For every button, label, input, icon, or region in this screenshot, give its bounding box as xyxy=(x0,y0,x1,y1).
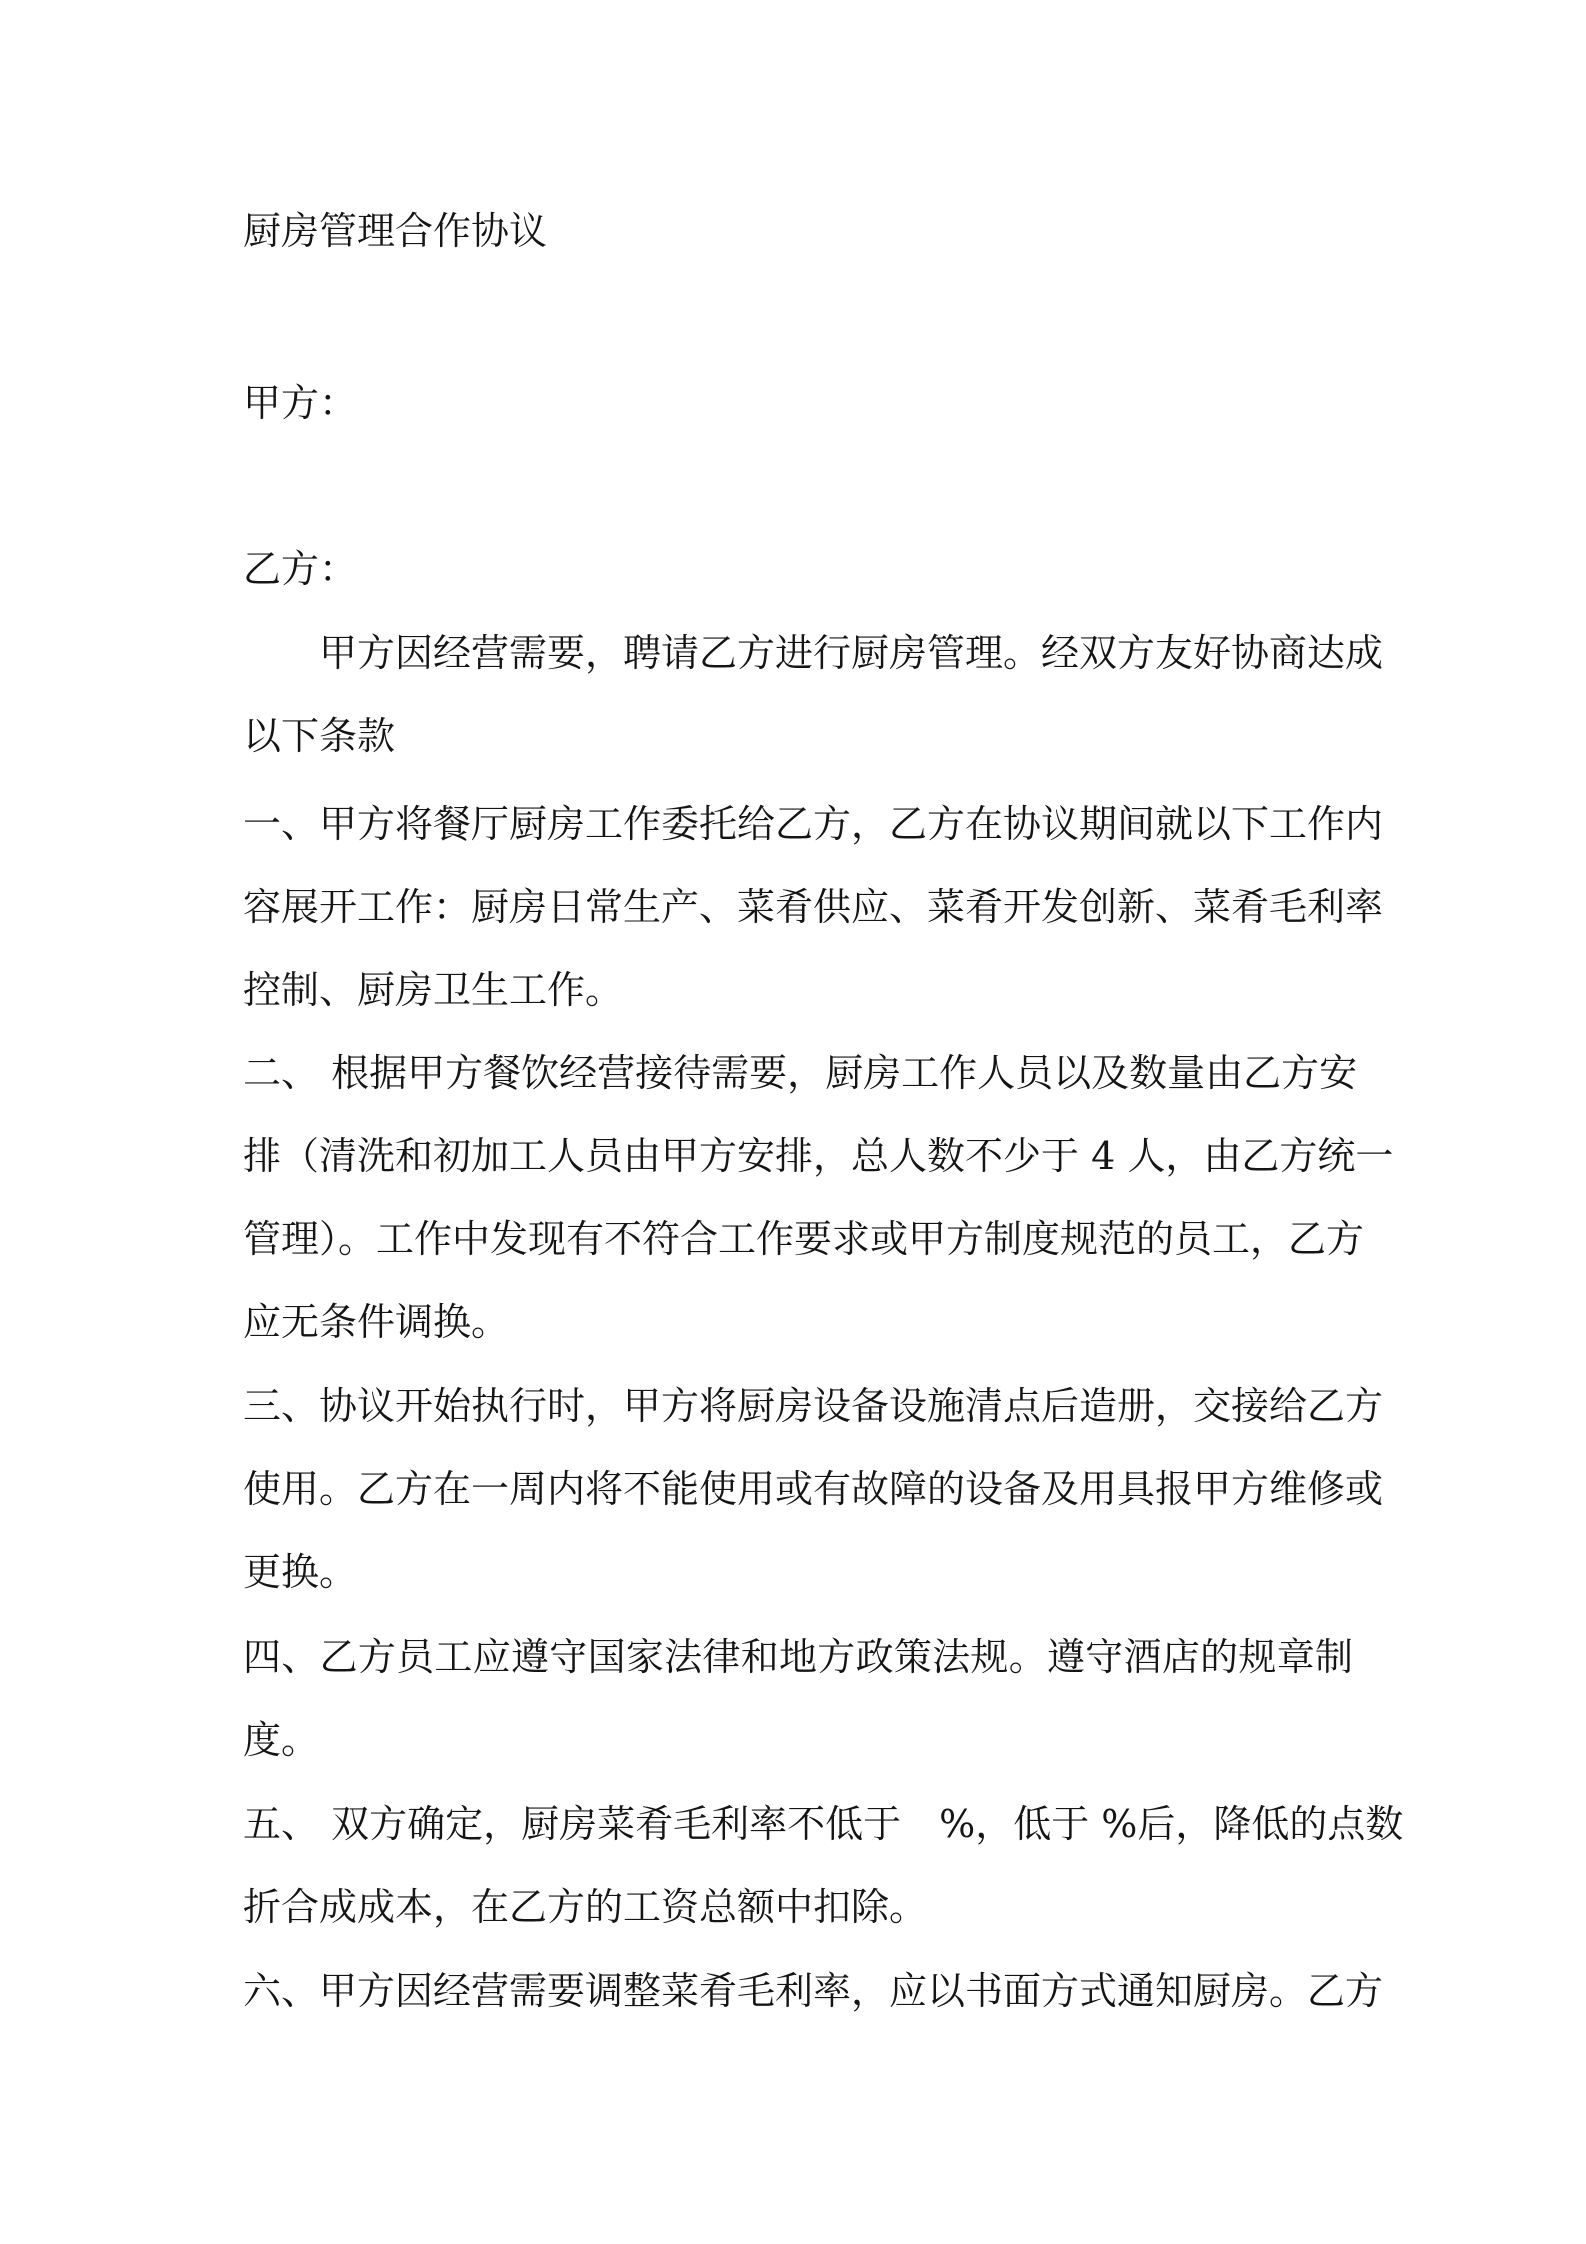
clause-line: 六、甲方因经营需要调整菜肴毛利率，应以书面方式通知厨房。乙方 xyxy=(243,1969,1384,2013)
clause-6 xyxy=(243,1950,1384,2033)
clause-line: 三、协议开始执行时，甲方将厨房设备设施清点后造册，交接给乙方 xyxy=(243,1384,1384,1428)
clause-line: 五、 双方确定，厨房菜肴毛利率不低于 %，低于 %后，降低的点数 xyxy=(243,1802,1404,1846)
clause-5 xyxy=(243,1783,1404,1949)
clause-4 xyxy=(243,1616,1353,1782)
clause-line: 度。 xyxy=(243,1718,320,1762)
clause-line: 应无条件调换。 xyxy=(243,1300,510,1344)
clause-line: 管理）。工作中发现有不符合工作要求或甲方制度规范的员工，乙方 xyxy=(243,1217,1365,1261)
clause-line: 使用。乙方在一周内将不能使用或有故障的设备及用具报甲方维修或 xyxy=(243,1467,1384,1511)
intro-line: 甲方因经营需要，聘请乙方进行厨房管理。经双方友好协商达成 xyxy=(243,631,1384,675)
party-a-label: 甲方： xyxy=(243,381,358,425)
intro-line: 以下条款 xyxy=(243,714,396,758)
clause-3 xyxy=(243,1365,1384,1614)
clause-line: 更换。 xyxy=(243,1550,358,1594)
intro-paragraph xyxy=(243,612,1384,778)
clause-line: 四、乙方员工应遵守国家法律和地方政策法规。遵守酒店的规章制 xyxy=(243,1635,1353,1679)
clause-line: 二、 根据甲方餐饮经营接待需要，厨房工作人员以及数量由乙方安 xyxy=(243,1051,1358,1095)
clause-line: 容展开工作：厨房日常生产、菜肴供应、菜肴开发创新、菜肴毛利率 xyxy=(243,885,1384,929)
clause-line: 控制、厨房卫生工作。 xyxy=(243,968,624,1012)
clause-1 xyxy=(243,783,1384,1032)
party-b-label: 乙方： xyxy=(243,547,358,591)
clause-2 xyxy=(243,1032,1394,1364)
clause-line: 一、甲方将餐厅厨房工作委托给乙方，乙方在协议期间就以下工作内 xyxy=(243,802,1384,846)
clause-line: 折合成成本，在乙方的工资总额中扣除。 xyxy=(243,1885,928,1929)
document-title: 厨房管理合作协议 xyxy=(243,209,548,253)
clause-line: 排（清洗和初加工人员由甲方安排，总人数不少于 4 人，由乙方统一 xyxy=(243,1134,1394,1178)
